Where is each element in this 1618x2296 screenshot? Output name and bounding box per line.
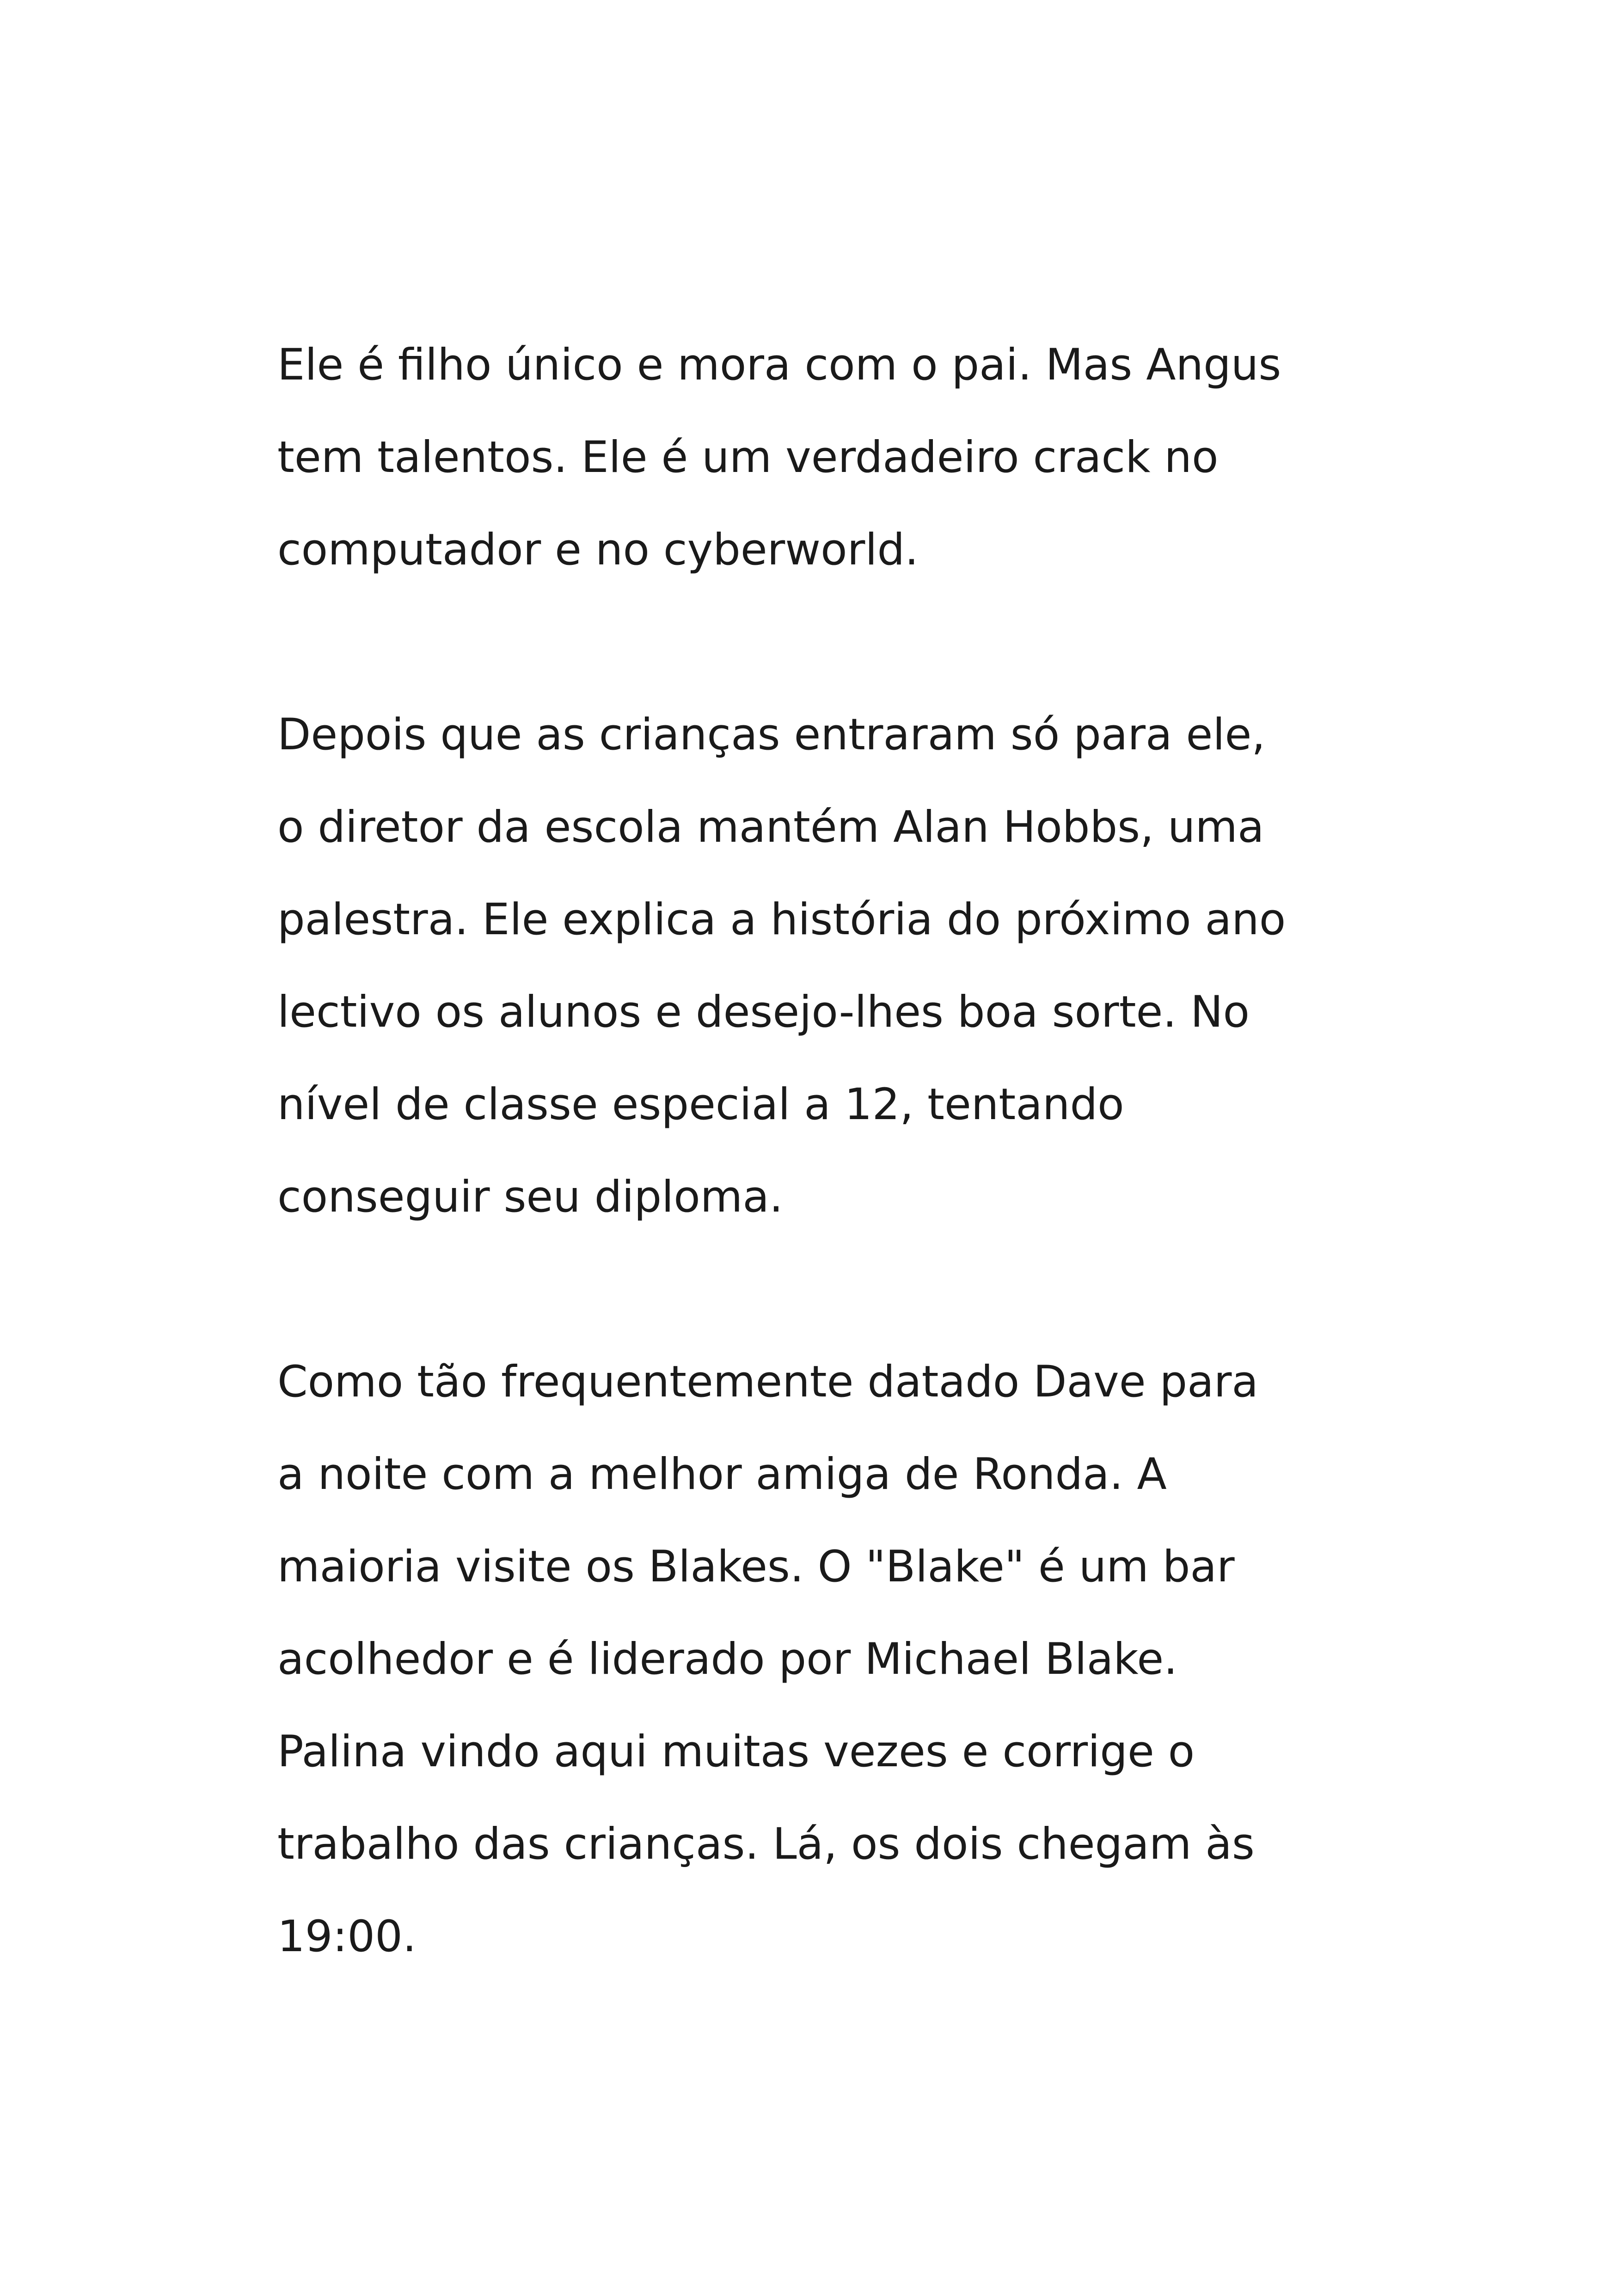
paragraph-gap [277,596,1387,689]
paragraph-line: maioria visite os Blakes. O "Blake" é um bar [277,1542,1235,1592]
paragraph-line: nível de classe especial a 12, tentando [277,1079,1124,1130]
paragraph-gap [277,1243,1387,1336]
paragraph-line: trabalho das crianças. Lá, os dois chegam às [277,1819,1255,1869]
paragraph-line: tem talentos. Ele é um verdadeiro crack no [277,432,1219,483]
paragraph-line: o diretor da escola mantém Alan Hobbs, uma [277,802,1264,852]
paragraph-line: computador e no cyberworld. [277,525,919,575]
paragraph-2 [277,689,1387,1243]
paragraph-1 [277,319,1387,596]
document-body [277,319,1387,1983]
paragraph-line: Como tão frequentemente datado Dave para [277,1357,1258,1407]
paragraph-line: conseguir seu diploma. [277,1172,783,1222]
paragraph-line: Ele é filho único e mora com o pai. Mas Angus [277,340,1281,390]
paragraph-line: acolhedor e é liderado por Michael Blake. [277,1634,1178,1684]
paragraph-3 [277,1336,1387,1983]
paragraph-line: 19:00. [277,1911,417,1962]
paragraph-line: a noite com a melhor amiga de Ronda. A [277,1449,1167,1500]
paragraph-line: Depois que as crianças entraram só para ele, [277,710,1266,760]
paragraph-line: Palina vindo aqui muitas vezes e corrige o [277,1727,1195,1777]
paragraph-line: lectivo os alunos e desejo-lhes boa sorte. No [277,987,1250,1037]
paragraph-line: palestra. Ele explica a história do próximo ano [277,894,1286,945]
